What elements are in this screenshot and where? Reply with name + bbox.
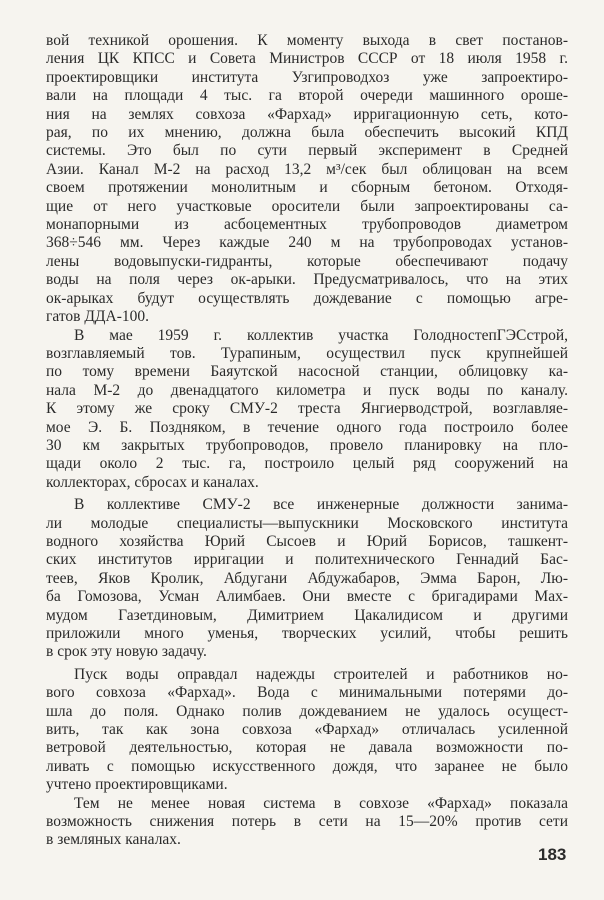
text-line: приложили много уменья, творческих усилий, чтобы решить [46,625,568,642]
text-line: 368÷546 мм. Через каждые 240 м на трубопроводах установ- [46,234,568,252]
text-line: 30 км закрытых трубопроводов, провело планировку на пло- [46,436,568,454]
text-line: по тому времени Баяутской насосной станции, облицовку ка- [46,363,568,381]
text-line: щие от него участковые оросители были запроектированы са- [46,197,568,215]
text-line: ок-арыках будут осуществлять дождевание с помощью агре- [46,289,568,307]
text-line: вить, так как зона совхоза «Фархад» отличалась усиленной [46,721,568,739]
text-line: проектировщики института Узгипроводхоз уже запроектиро- [46,68,568,86]
text-line: воды на поля через ок-арыки. Предусматривалось, что на этих [46,271,568,289]
text-line: в срок эту новую задачу. [46,643,207,661]
text-line: водного хозяйства Юрий Сысоев и Юрий Борисов, ташкент- [46,532,568,550]
text-line: нала М-2 до двенадцатого километра и пуск воды по каналу. [46,381,568,399]
paragraph-1 [46,32,568,327]
text-line: вали на площади 4 тыс. га второй очереди машинного ороше- [46,87,568,105]
text-line: В коллективе СМУ-2 все инженерные должности занима- [74,496,568,514]
text-line: ветровой деятельностью, которая не давала возможности по- [46,739,568,757]
text-line: Тем не менее новая система в совхозе «Фархад» показала [74,794,568,812]
text-line: ления ЦК КПСС и Совета Министров СССР от 18 июля 1958 г. [46,50,568,68]
text-line: возглавляемый тов. Турапиным, осуществил пуск крупнейшей [46,344,568,362]
text-line: мое Э. Б. Поздняком, в течение одного года построило более [46,418,568,436]
text-line: своем протяжении монолитным и сборным бетоном. Отходя- [46,179,568,197]
text-line: мудом Газетдиновым, Димитрием Цакалидисом и другими [46,606,568,624]
text-line: ния на землях совхоза «Фархад» ирригационную сеть, кото- [46,105,568,123]
paragraph-5 [46,795,568,850]
text-line: вой техникой орошения. К моменту выхода в свет постанов- [46,32,568,49]
text-line: коллекторах, сбросах и каналах. [46,473,259,491]
text-line: теев, Яков Кролик, Абдугани Абдужабаров, Эмма Барон, Лю- [46,569,568,587]
text-line: возможность снижения потерь в сети на 15—20% против сети [46,813,568,831]
text-line: учтено проектировщиками. [46,776,228,794]
text-line: вого совхоза «Фархад». Вода с минимальными потерями до- [46,684,568,702]
paragraph-2 [46,327,568,493]
text-line: К этому же сроку СМУ-2 треста Янгиерводстрой, возглавляе- [46,400,568,418]
text-line: Пуск воды оправдал надежды строителей и работников но- [74,665,568,683]
text-line: в земляных каналах. [46,831,181,849]
text-line: В мае 1959 г. коллектив участка ГолодностепГЭСстрой, [74,326,568,344]
text-line: рая, по их мнению, должна была обеспечить высокий КПД [46,124,568,142]
text-line: ба Гомозова, Усман Алимбаев. Они вместе с бригадирами Мах- [46,588,568,606]
text-line: лены водовыпуски-гидранты, которые обеспечивают подачу [46,252,568,270]
page-body [46,32,568,850]
text-line: ливать с помощью искусственного дождя, что заранее не было [46,757,568,775]
text-line: системы. Это был по сути первый эксперимент в Средней [46,142,568,160]
text-line: шла до поля. Однако полив дождеванием не удалось осущест- [46,702,568,720]
paragraph-4 [46,666,568,795]
page-number: 183 [538,845,567,864]
text-line: щади около 2 тыс. га, построило целый ряд сооружений на [46,455,568,473]
text-line: гатов ДДА-100. [46,308,149,326]
paragraph-3 [46,496,568,662]
text-line: ских институтов ирригации и политехнического Геннадий Бас- [46,551,568,569]
text-line: Азии. Канал М-2 на расход 13,2 м³/сек был облицован на всем [46,160,568,178]
text-line: ли молодые специалисты—выпускники Московского института [46,514,568,532]
text-line: монапорными из асбоцементных трубопроводов диаметром [46,216,568,234]
